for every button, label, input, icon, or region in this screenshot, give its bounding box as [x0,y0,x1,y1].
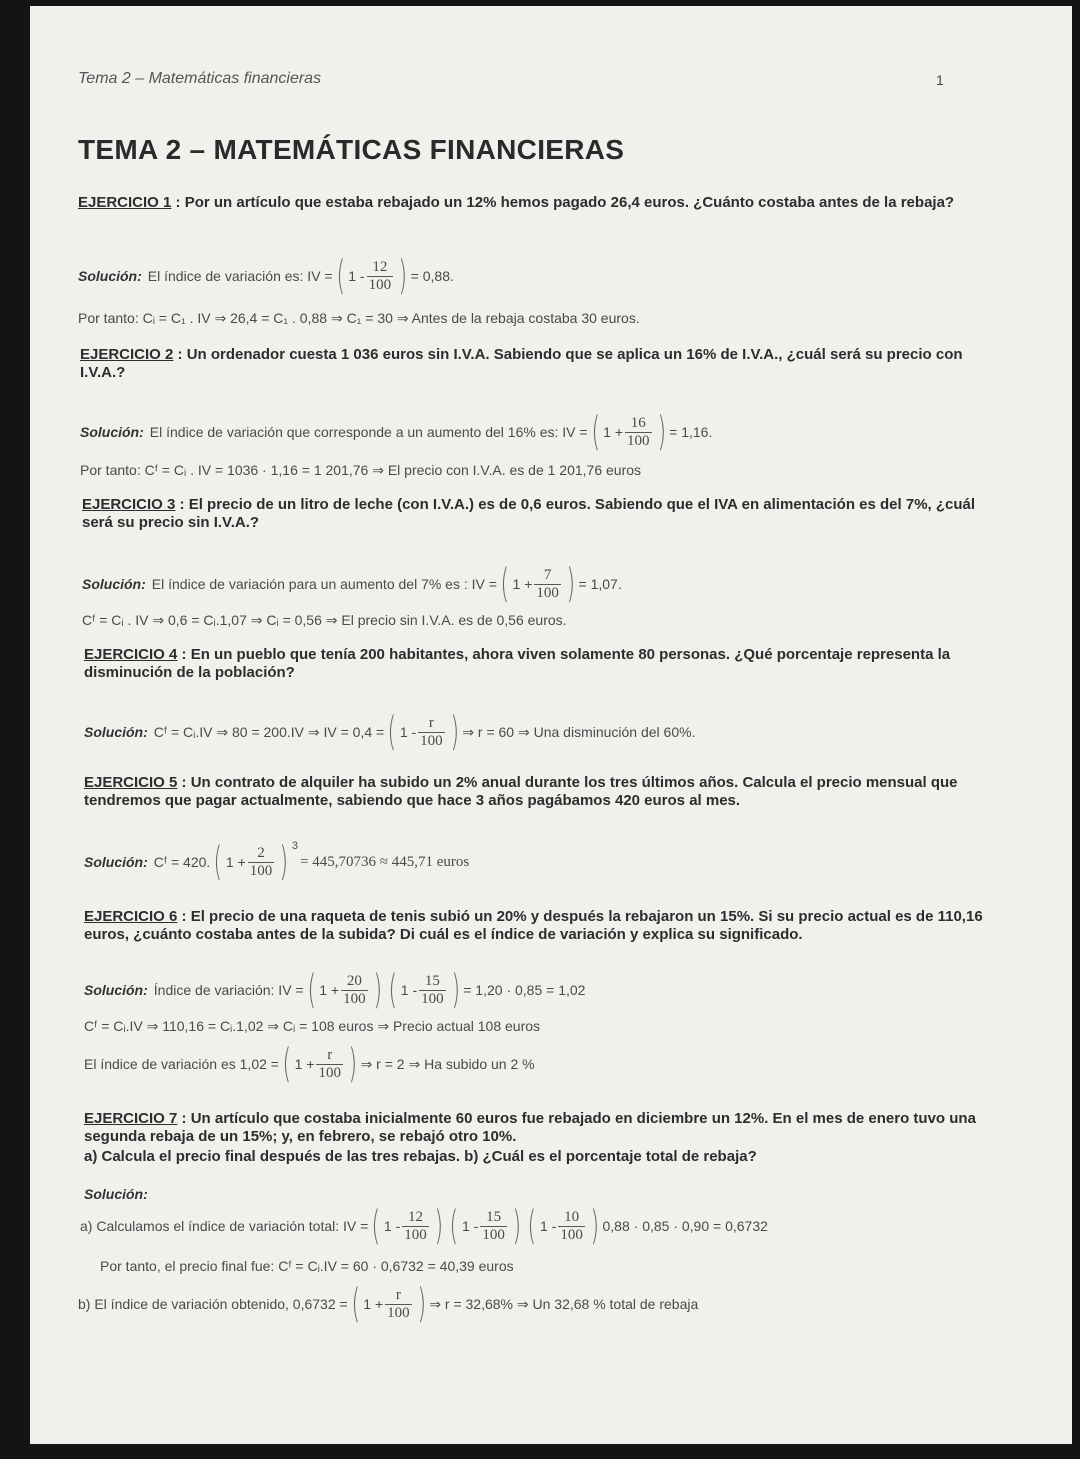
exercise-2-result: Por tanto: Cᶠ = Cᵢ . IV = 1036 · 1,16 = 1 201,76 ⇒ El precio con I.V.A. es de 1 201,76 euros [80,462,642,478]
fraction: $\frac{12}{100}$ [368,258,392,293]
exercise-6-solution: Solución: Índice de variación: IV = ( 1 + $\frac{20}{100}$ ) ( 1 - $\frac{15}{100}$ ) = 1,20 · 0,85 = 1,02 [84,967,586,1013]
exercise-4-statement [84,646,1004,682]
exercise-7-label: EJERCICIO 7 [84,1110,178,1127]
exercise-7-statement [84,1110,994,1146]
exercise-6-result: Cᶠ = Cᵢ.IV ⇒ 110,16 = Cᵢ.1,02 ⇒ Cᵢ = 108 euros ⇒ Precio actual 108 euros [84,1018,541,1034]
exercise-4-label: EJERCICIO 4 [84,646,178,663]
fraction: $\frac{16}{100}$ [627,414,650,449]
running-header: Tema 2 – Matemáticas financieras [78,70,322,87]
exercise-7-part-b: b) El índice de variación obtenido, 0,6732 = ( 1 + $\frac{r}{100}$ ) ⇒ r = 32,68% ⇒ Un 32,68 % total de rebaja [78,1281,699,1327]
exercise-2-text: : Un ordenador cuesta 1 036 euros sin I.V.A. Sabiendo que se aplica un 16% de I.V.A., ¿cuál será su precio con I.V.A.? [80,346,963,381]
exercise-6-label: EJERCICIO 6 [84,908,178,925]
exercise-4-text: : En un pueblo que tenía 200 habitantes, ahora viven solamente 80 personas. ¿Qué porcentaje representa la disminución de la población? [84,646,951,681]
exercise-7-part-a: a) Calculamos el índice de variación total: IV = ( 1 - $\frac{12}{100}$ ) ( 1 - $\frac{15}{100}$ ) ( 1 - $\frac{10}{100}$ ) 0,88 · 0,85 · 0,90 = 0,6732 [80,1203,768,1249]
exercise-3-label: EJERCICIO 3 [82,496,176,513]
solution-text: El índice de variación que corresponde a un aumento del 16% es: IV = [149,424,588,440]
fraction: $\frac{15}{100}$ [482,1208,505,1243]
fraction: $\frac{r}{100}$ [420,714,443,749]
exercise-6-statement [84,908,1014,944]
exercise-5-label: EJERCICIO 5 [84,774,178,791]
exercise-6-text: : El precio de una raqueta de tenis subió un 20% y después la rebajaron un 15%. Si su precio actual es de 110,16 euros, ¿cuánto costaba antes de la subida? Di cuál es el índice de variación y explica su significado. [84,908,983,943]
solution-label: Solución: [82,576,146,592]
page-number: 1 [936,72,944,88]
exercise-7-questions: a) Calcula el precio final después de las tres rebajas. b) ¿Cuál es el porcentaje total de rebaja? [84,1148,757,1165]
fraction: $\frac{20}{100}$ [343,972,366,1007]
exercise-1-text: : Por un artículo que estaba rebajado un 12% hemos pagado 26,4 euros. ¿Cuánto costaba antes de la rebaja? [171,194,955,211]
solution-label: Solución: [84,724,148,740]
exercise-4-solution: Solución: Cᶠ = Cᵢ.IV ⇒ 80 = 200.IV ⇒ IV = 0,4 = ( 1 - $\frac{r}{100}$ ) ⇒ r = 60 ⇒ Una disminución del 60%. [84,709,696,755]
solution-text: El índice de variación es: IV = [147,268,333,284]
exercise-3-text: : El precio de un litro de leche (con I.V.A.) es de 0,6 euros. Sabiendo que el IVA en alimentación es del 7%, ¿cuál será su precio sin I.V.A.? [82,496,976,531]
exercise-3-solution: Solución: El índice de variación para un aumento del 7% es : IV = ( 1 + $\frac{7}{100}$ ) = 1,07. [82,561,622,607]
fraction: $\frac{2}{100}$ [249,844,273,879]
fraction: $\frac{12}{100}$ [404,1208,427,1243]
fraction: $\frac{r}{100}$ [387,1286,410,1321]
exercise-3-statement [82,496,982,532]
solution-label: Solución: [84,854,148,870]
exercise-5-text: : Un contrato de alquiler ha subido un 2% anual durante los tres últimos años. Calcula el precio mensual que tendremos que pagar actualmente, sabiendo que hace 3 años pagábamos 420 euros al mes. [84,774,958,809]
fraction: $\frac{10}{100}$ [560,1208,583,1243]
exercise-1-label: EJERCICIO 1 [78,194,172,211]
page-title: TEMA 2 – MATEMÁTICAS FINANCIERAS [78,134,625,165]
exercise-5-solution: Solución: Cᶠ = 420. ( 1 + $\frac{2}{100}$ ) 3 = 445,70736 ≈ 445,71 euros [84,839,470,885]
exercise-5-statement [84,774,1004,810]
solution-text: Cᶠ = Cᵢ.IV ⇒ 80 = 200.IV ⇒ IV = 0,4 = [153,723,385,740]
exercise-7-part-a-result: Por tanto, el precio final fue: Cᶠ = Cᵢ.IV = 60 · 0,6732 = 40,39 euros [100,1258,514,1274]
fraction: $\frac{r}{100}$ [318,1046,341,1081]
exercise-3-result: Cᶠ = Cᵢ . IV ⇒ 0,6 = Cᵢ.1,07 ⇒ Cᵢ = 0,56 ⇒ El precio sin I.V.A. es de 0,56 euros. [82,612,567,628]
fraction: $\frac{15}{100}$ [421,972,444,1007]
solution-text: Índice de variación: IV = [153,982,304,998]
exercise-2-label: EJERCICIO 2 [80,346,174,363]
exercise-7-text: : Un artículo que costaba inicialmente 60 euros fue rebajado en diciembre un 12%. En el mes de enero tuvo una segunda rebaja de un 15%; y, en febrero, se rebajó otro 10%. [84,1110,976,1145]
exercise-7-solution-label: Solución: [84,1186,148,1202]
solution-text: Cᶠ = 420. [153,854,211,870]
fraction: $\frac{7}{100}$ [536,566,559,601]
exercise-2-statement [80,346,980,382]
solution-label: Solución: [78,268,142,284]
solution-label: Solución: [84,982,148,998]
exercise-1-solution: Solución: El índice de variación es: IV = ( 1 - $\frac{12}{100}$ ) = 0,88. [78,253,454,299]
exercise-1-result: Por tanto: Cᵢ = C₁ . IV ⇒ 26,4 = C₁ . 0,88 ⇒ C₁ = 30 ⇒ Antes de la rebaja costaba 30 euros. [78,310,640,326]
exponent: 3 [291,840,299,852]
exercise-1-statement [78,194,978,212]
document-page [30,6,1072,1444]
exercise-2-solution: Solución: El índice de variación que corresponde a un aumento del 16% es: IV = ( 1 + $\frac{16}{100}$ ) = 1,16. [80,409,713,455]
solution-text: El índice de variación para un aumento del 7% es : IV = [151,576,497,592]
solution-label: Solución: [80,424,144,440]
exercise-6-conclusion: El índice de variación es 1,02 = ( 1 + $\frac{r}{100}$ ) ⇒ r = 2 ⇒ Ha subido un 2 % [84,1041,535,1087]
